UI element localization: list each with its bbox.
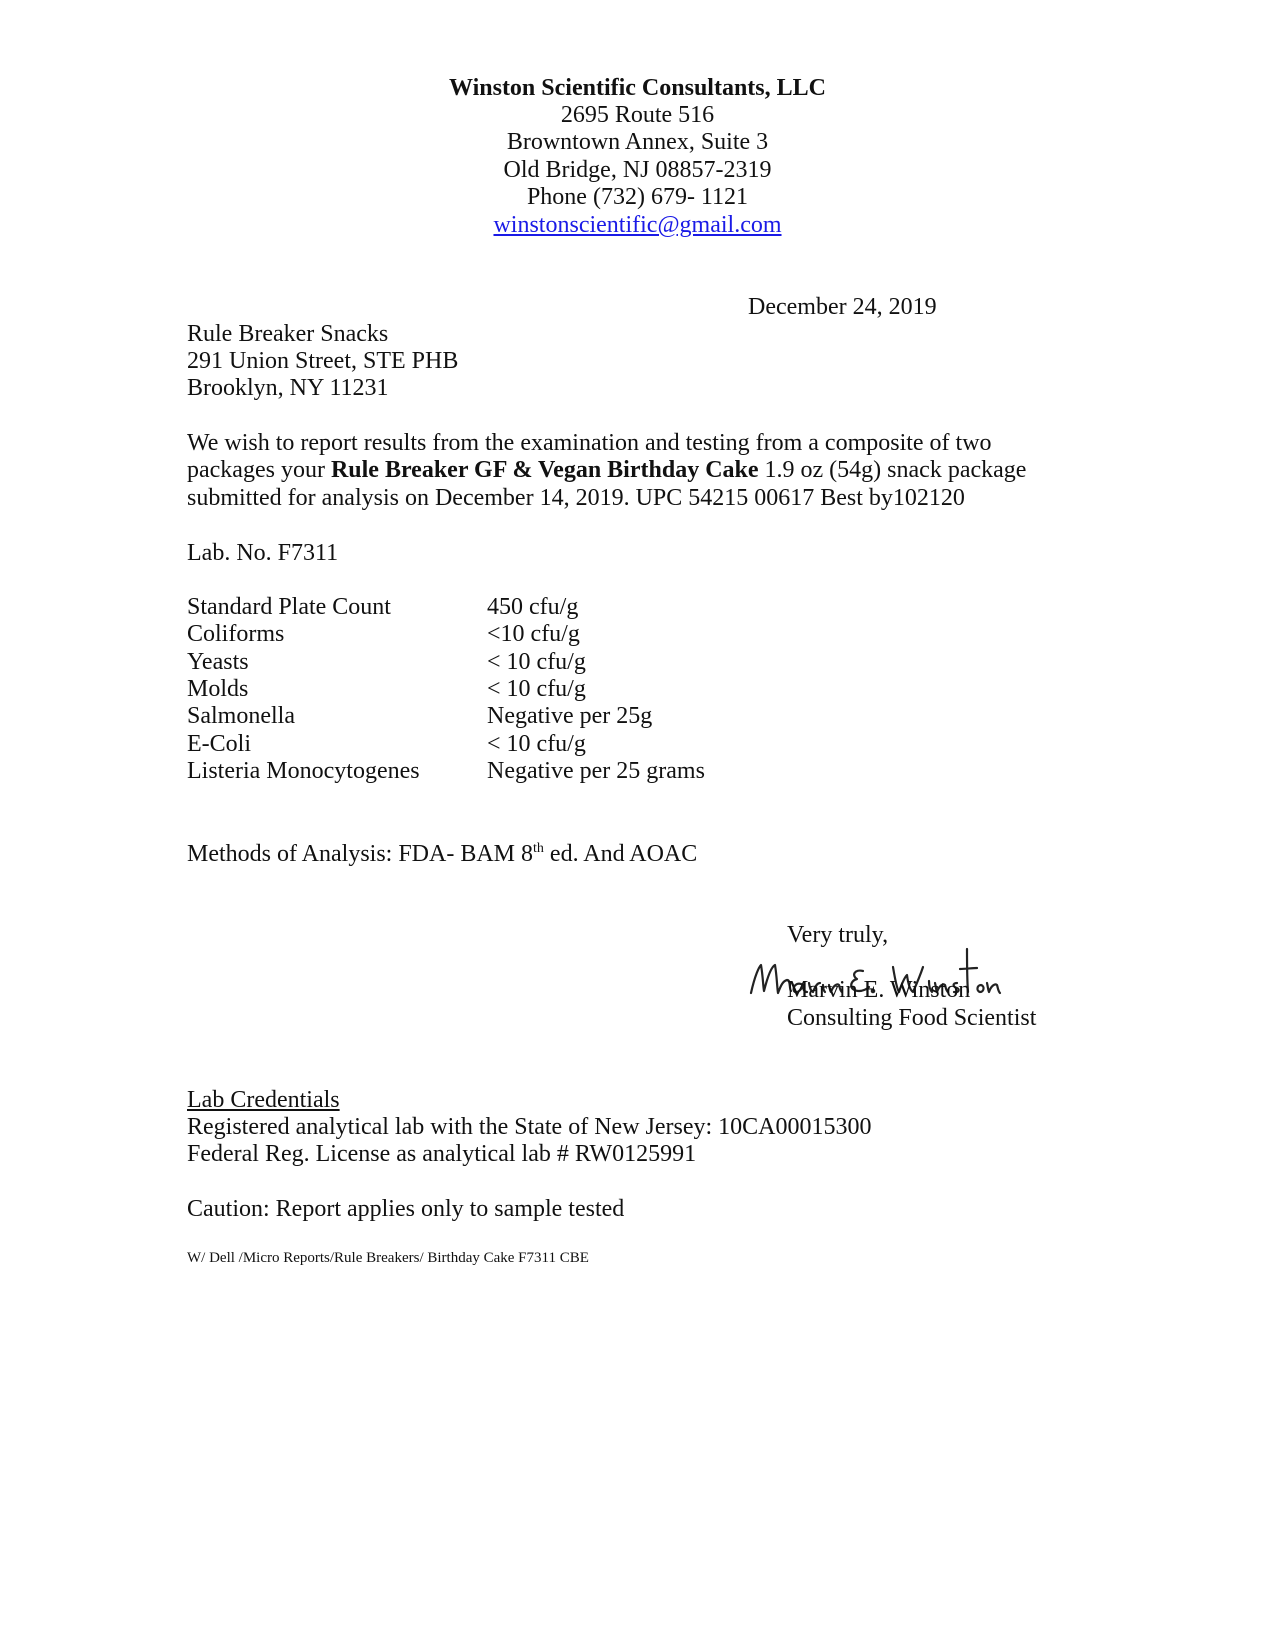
lab-number: Lab. No. F7311	[187, 540, 339, 566]
credentials-line-1: Registered analytical lab with the State of New Jersey: 10CA00015300	[187, 1114, 872, 1140]
address-line-2: Browntown Annex, Suite 3	[506, 129, 769, 155]
result-test-name: Listeria Monocytogenes	[187, 758, 420, 784]
address-line-1: 2695 Route 516	[560, 102, 715, 128]
caution-note: Caution: Report applies only to sample tested	[187, 1196, 625, 1222]
product-name: Rule Breaker GF & Vegan Birthday Cake	[330, 457, 759, 483]
result-test-name: Coliforms	[187, 621, 285, 647]
result-test-name: Standard Plate Count	[187, 594, 391, 620]
result-test-name: Yeasts	[187, 649, 249, 675]
result-value: Negative per 25g	[487, 703, 653, 729]
result-value: 450 cfu/g	[487, 594, 579, 620]
address-line-3: Old Bridge, NJ 08857-2319	[503, 157, 772, 183]
signer-title: Consulting Food Scientist	[787, 1005, 1037, 1031]
company-name: Winston Scientific Consultants, LLC	[449, 75, 826, 101]
methods-of-analysis	[187, 842, 697, 866]
intro-line-2	[187, 458, 1026, 482]
result-value: < 10 cfu/g	[487, 676, 586, 702]
result-value: Negative per 25 grams	[487, 758, 705, 784]
signer-name: Marvin E. Winston	[787, 977, 971, 1003]
intro-line-2-prefix: packages your	[187, 457, 331, 483]
email-container	[0, 213, 1275, 237]
credentials-heading: Lab Credentials	[187, 1087, 340, 1113]
intro-line-3: submitted for analysis on December 14, 2019. UPC 54215 00617 Best by102120	[187, 485, 965, 511]
result-value: <10 cfu/g	[487, 621, 580, 647]
email-link[interactable]: winstonscientific@gmail.com	[493, 212, 782, 238]
methods-prefix: Methods of Analysis: FDA- BAM 8	[187, 841, 534, 867]
phone-number: Phone (732) 679- 1121	[526, 184, 749, 210]
methods-suffix: ed. And AOAC	[543, 841, 698, 867]
intro-line-2-suffix: 1.9 oz (54g) snack package	[758, 457, 1027, 483]
result-test-name: Salmonella	[187, 703, 295, 729]
intro-line-1: We wish to report results from the examination and testing from a composite of two	[187, 430, 992, 456]
recipient-city: Brooklyn, NY 11231	[187, 375, 389, 401]
closing-salutation: Very truly,	[787, 922, 889, 948]
footer-file-path: W/ Dell /Micro Reports/Rule Breakers/ Birthday Cake F7311 CBE	[187, 1250, 589, 1266]
result-test-name: Molds	[187, 676, 249, 702]
methods-superscript: th	[533, 841, 544, 856]
credentials-line-2: Federal Reg. License as analytical lab # RW0125991	[187, 1141, 697, 1167]
result-value: < 10 cfu/g	[487, 649, 586, 675]
recipient-name: Rule Breaker Snacks	[187, 321, 389, 347]
letter-date: December 24, 2019	[748, 294, 937, 320]
result-test-name: E-Coli	[187, 731, 251, 757]
recipient-street: 291 Union Street, STE PHB	[187, 348, 459, 374]
result-value: < 10 cfu/g	[487, 731, 586, 757]
